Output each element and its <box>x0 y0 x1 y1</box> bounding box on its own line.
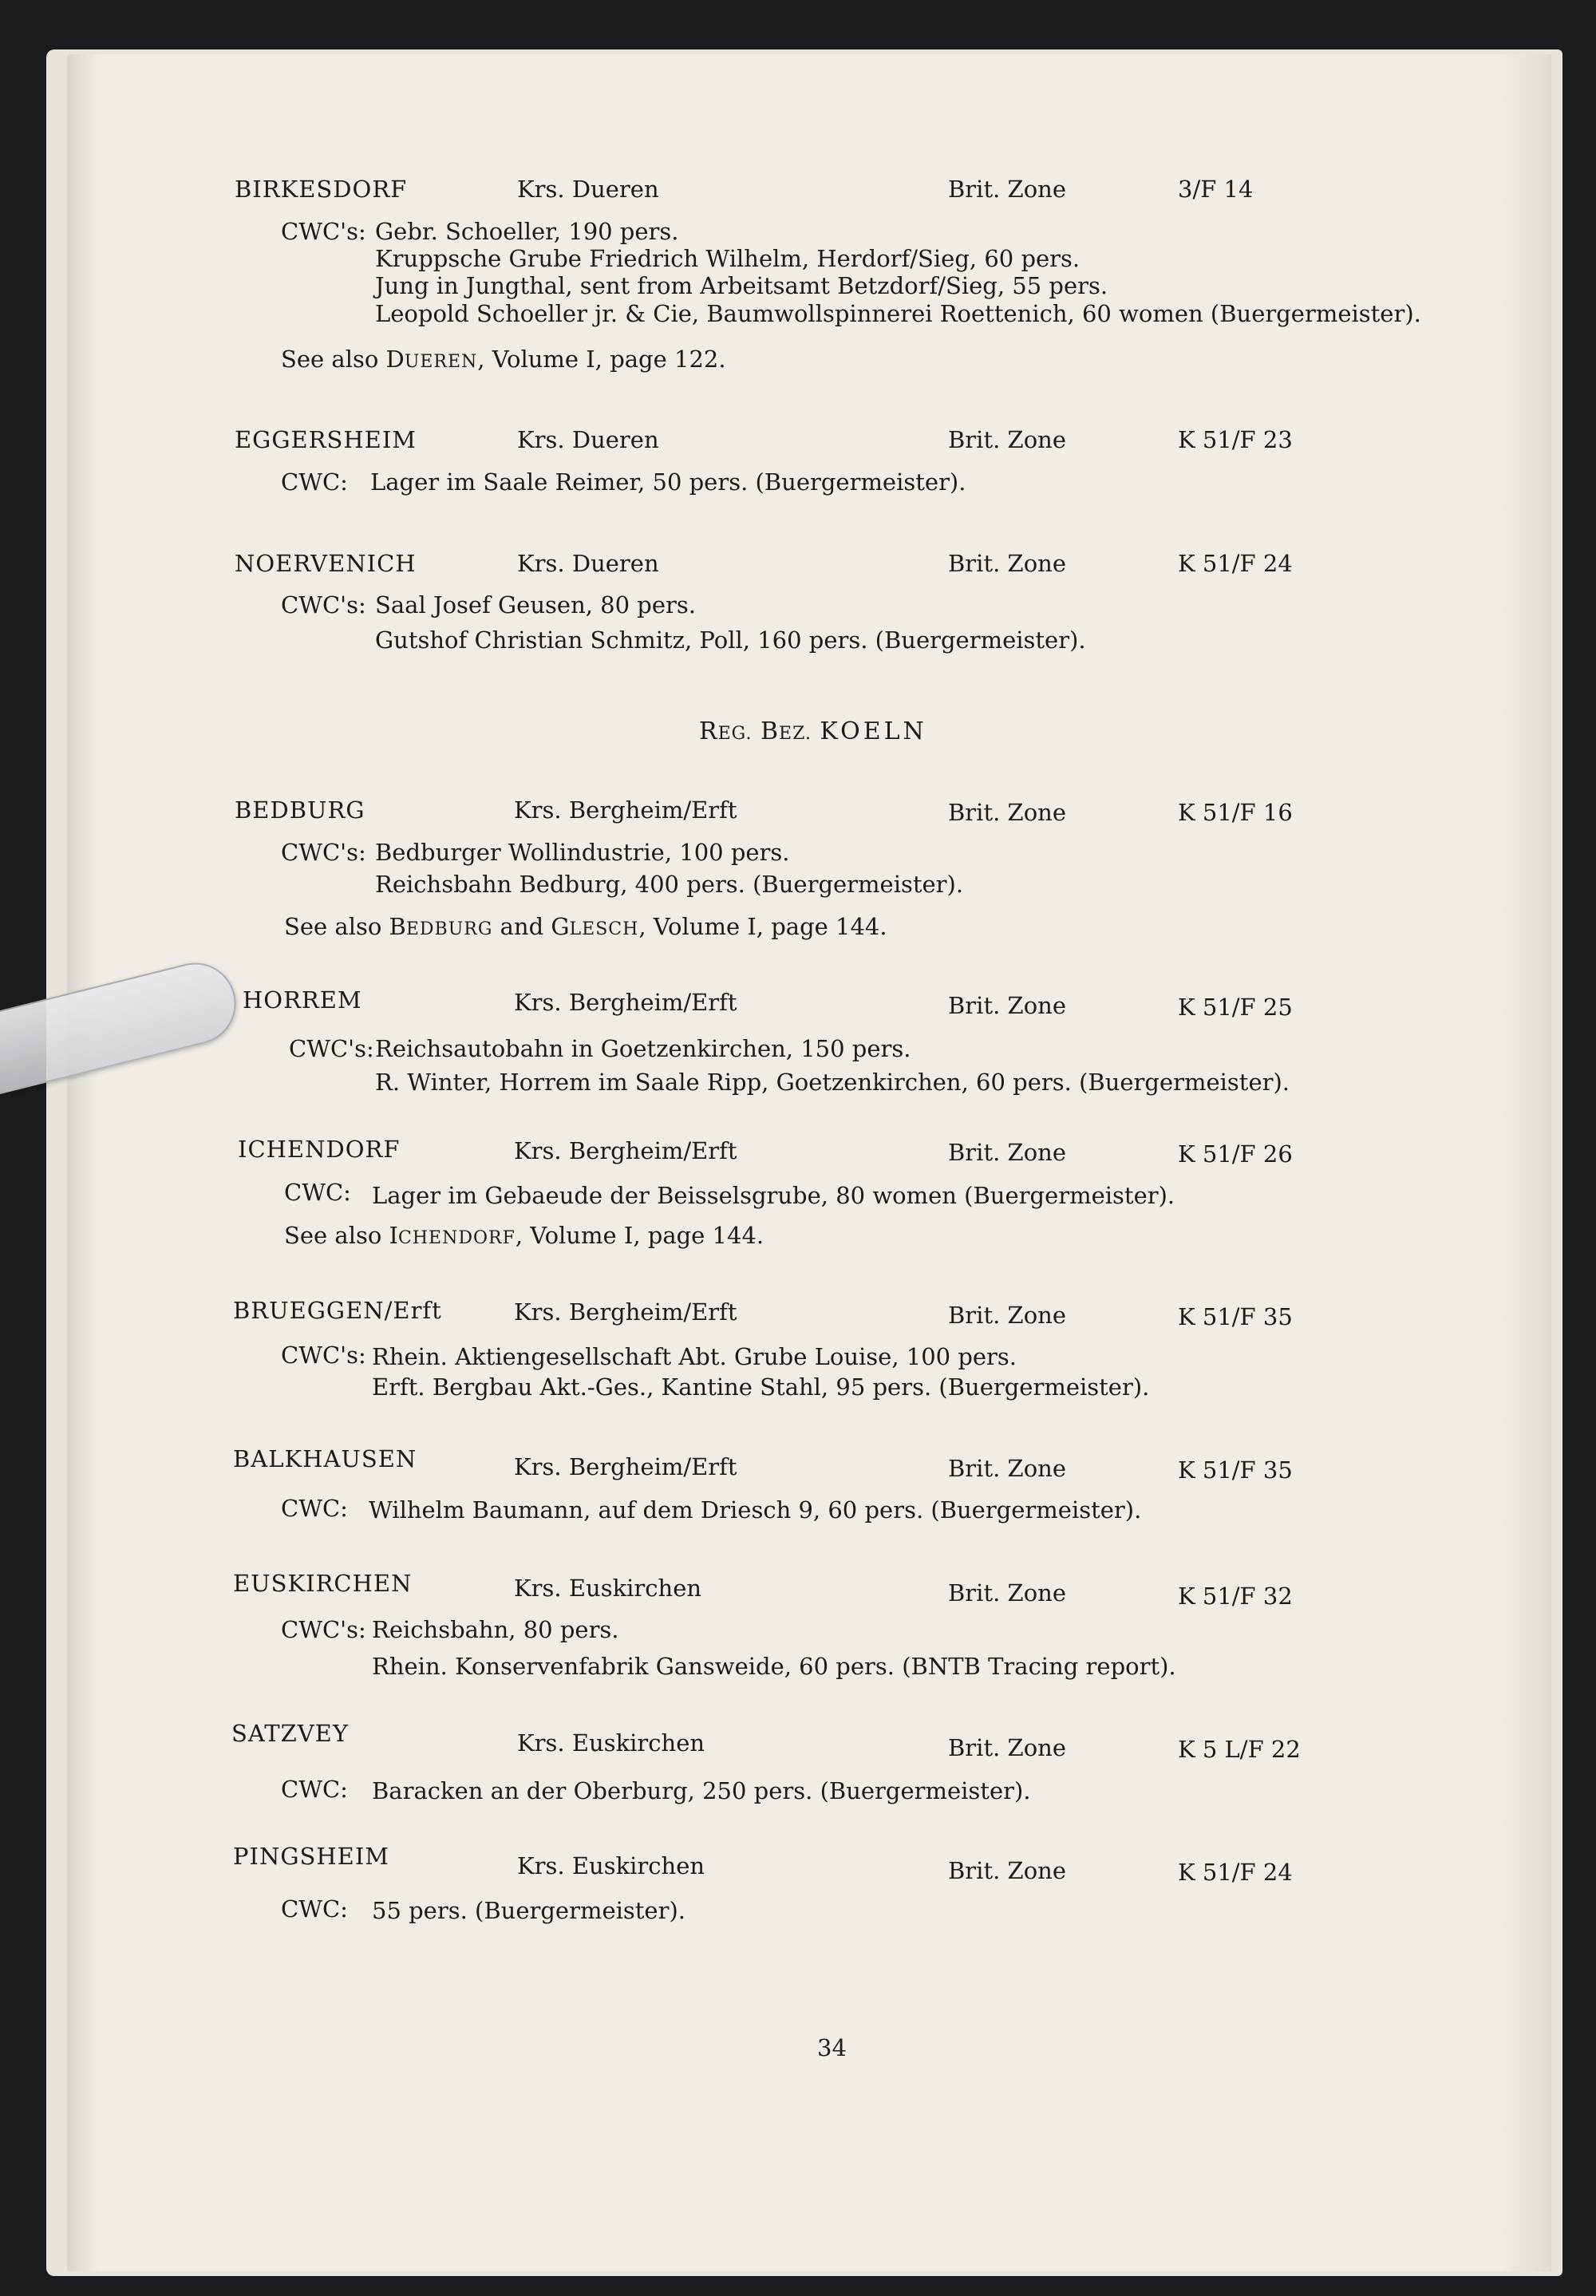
entry-cwc-label: CWC: <box>281 1495 348 1522</box>
entry-district: Krs. Dueren <box>517 176 659 203</box>
entry-town: ICHENDORF <box>238 1136 401 1163</box>
entry-cwc-label: CWC's: <box>281 218 366 245</box>
entry-code: K 51/F 16 <box>1178 799 1293 826</box>
entry-zone: Brit. Zone <box>948 799 1066 826</box>
entry-cwc-label: CWC: <box>284 1179 351 1206</box>
entry-cwc-label: CWC: <box>281 468 348 496</box>
entry-line: Lager im Gebaeude der Beisselsgrube, 80 women (Buergermeister). <box>372 1182 1175 1209</box>
entry-district: Krs. Bergheim/Erft <box>514 796 737 824</box>
see-also-reference: See also ICHENDORF, Volume I, page 144. <box>284 1222 764 1249</box>
entry-code: K 51/F 32 <box>1178 1583 1293 1610</box>
entry-line: Gebr. Schoeller, 190 pers. <box>375 218 679 245</box>
entry-line: Leopold Schoeller jr. & Cie, Baumwollspinnerei Roettenich, 60 women (Buergermeister). <box>375 300 1421 327</box>
entry-line: Kruppsche Grube Friedrich Wilhelm, Herdorf/Sieg, 60 pers. <box>375 245 1080 272</box>
entry-line: R. Winter, Horrem im Saale Ripp, Goetzenkirchen, 60 pers. (Buergermeister). <box>375 1069 1290 1096</box>
entry-zone: Brit. Zone <box>948 1302 1066 1329</box>
entry-zone: Brit. Zone <box>948 550 1066 577</box>
entry-line: Saal Josef Geusen, 80 pers. <box>375 591 696 618</box>
entry-town: BALKHAUSEN <box>233 1445 417 1472</box>
entry-line: Lager im Saale Reimer, 50 pers. (Buergermeister). <box>370 468 966 496</box>
entry-town: SATZVEY <box>231 1720 349 1747</box>
page-number: 34 <box>817 2034 847 2061</box>
spine-shadow <box>1500 54 1551 2271</box>
entry-district: Krs. Bergheim/Erft <box>514 1453 737 1480</box>
entry-line: 55 pers. (Buergermeister). <box>372 1897 685 1924</box>
entry-code: K 51/F 24 <box>1178 550 1293 577</box>
entry-code: K 51/F 35 <box>1178 1303 1293 1330</box>
entry-town: EGGERSHEIM <box>235 426 417 453</box>
entry-town: EUSKIRCHEN <box>233 1570 413 1597</box>
entry-town: HORREM <box>243 986 362 1014</box>
entry-zone: Brit. Zone <box>948 1734 1066 1761</box>
entry-zone: Brit. Zone <box>948 1857 1066 1884</box>
entry-line: Rhein. Aktiengesellschaft Abt. Grube Louise, 100 pers. <box>372 1343 1017 1370</box>
see-also-reference: See also BEDBURG and GLESCH, Volume I, page 144. <box>284 913 887 940</box>
entry-cwc-label: CWC: <box>281 1895 348 1923</box>
entry-town: NOERVENICH <box>235 550 417 577</box>
entry-cwc-label: CWC's: <box>281 1342 366 1369</box>
entry-line: Reichsbahn Bedburg, 400 pers. (Buergermeister). <box>375 871 964 898</box>
entry-code: 3/F 14 <box>1178 176 1254 203</box>
entry-cwc-label: CWC's: <box>281 591 366 618</box>
entry-district: Krs. Dueren <box>517 550 659 577</box>
entry-zone: Brit. Zone <box>948 426 1066 453</box>
entry-district: Krs. Euskirchen <box>517 1852 705 1879</box>
entry-cwc-label: CWC: <box>281 1776 348 1803</box>
entry-zone: Brit. Zone <box>948 1579 1066 1606</box>
entry-town: PINGSHEIM <box>233 1843 389 1870</box>
entry-zone: Brit. Zone <box>948 992 1066 1019</box>
entry-town: BRUEGGEN/Erft <box>233 1297 442 1324</box>
entry-line: Reichsautobahn in Goetzenkirchen, 150 pers. <box>375 1035 911 1062</box>
entry-zone: Brit. Zone <box>948 176 1066 203</box>
entry-district: Krs. Euskirchen <box>517 1729 705 1757</box>
see-also-reference: See also DUEREN, Volume I, page 122. <box>281 346 726 373</box>
entry-zone: Brit. Zone <box>948 1455 1066 1482</box>
entry-line: Reichsbahn, 80 pers. <box>372 1616 619 1643</box>
entry-line: Jung in Jungthal, sent from Arbeitsamt Betzdorf/Sieg, 55 pers. <box>375 272 1108 299</box>
entry-line: Bedburger Wollindustrie, 100 pers. <box>375 839 790 866</box>
entry-line: Rhein. Konservenfabrik Gansweide, 60 pers. (BNTB Tracing report). <box>372 1653 1176 1680</box>
entry-cwc-label: CWC's: <box>281 1616 366 1643</box>
entry-code: K 51/F 24 <box>1178 1859 1293 1886</box>
entry-district: Krs. Bergheim/Erft <box>514 1298 737 1326</box>
section-title: REG. BEZ. KOELN <box>699 717 927 745</box>
entry-cwc-label: CWC's: <box>289 1035 374 1062</box>
entry-code: K 51/F 23 <box>1178 426 1293 453</box>
entry-line: Gutshof Christian Schmitz, Poll, 160 pers. (Buergermeister). <box>375 626 1086 654</box>
entry-district: Krs. Bergheim/Erft <box>514 1137 737 1164</box>
entry-line: Erft. Bergbau Akt.-Ges., Kantine Stahl, 95 pers. (Buergermeister). <box>372 1373 1150 1401</box>
entry-zone: Brit. Zone <box>948 1139 1066 1166</box>
entry-code: K 51/F 35 <box>1178 1456 1293 1484</box>
entry-code: K 5 L/F 22 <box>1178 1736 1301 1763</box>
entry-district: Krs. Euskirchen <box>514 1575 702 1602</box>
entry-code: K 51/F 25 <box>1178 994 1293 1021</box>
entry-cwc-label: CWC's: <box>281 839 366 866</box>
entry-code: K 51/F 26 <box>1178 1140 1293 1168</box>
entry-line: Wilhelm Baumann, auf dem Driesch 9, 60 pers. (Buergermeister). <box>369 1496 1142 1523</box>
entry-town: BIRKESDORF <box>235 176 408 203</box>
entry-district: Krs. Dueren <box>517 426 659 453</box>
entry-district: Krs. Bergheim/Erft <box>514 989 737 1016</box>
entry-line: Baracken an der Oberburg, 250 pers. (Buergermeister). <box>372 1777 1031 1804</box>
entry-town: BEDBURG <box>235 796 365 824</box>
